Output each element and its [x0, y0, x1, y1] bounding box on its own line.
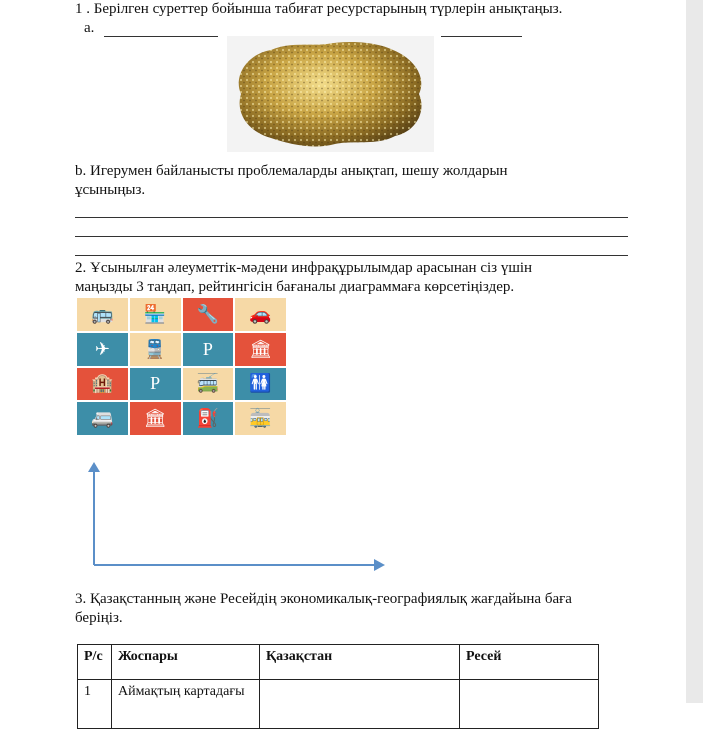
header-plan: Жоспары [112, 645, 260, 680]
question-3-line2: беріңіз. [75, 610, 123, 626]
bus-icon: 🚌 [77, 298, 128, 331]
comparison-table [77, 644, 599, 729]
infrastructure-icon-grid [77, 298, 286, 435]
answer-line-1a-left [104, 36, 218, 37]
tools-icon: 🔧 [183, 298, 234, 331]
fuel-icon: ⛽ [183, 402, 234, 435]
train-icon: 🚆 [130, 333, 181, 366]
header-kazakhstan: Қазақстан [260, 645, 460, 680]
y-axis-arrow [88, 462, 100, 472]
header-russia: Ресей [460, 645, 599, 680]
empty-chart-axes [84, 460, 389, 575]
museum-icon: 🏛 [130, 402, 181, 435]
header-number: Р/с [78, 645, 112, 680]
van-icon: 🚐 [77, 402, 128, 435]
table-header-row [78, 645, 599, 680]
cell-kazakhstan[interactable] [260, 680, 460, 729]
airplane-icon: ✈ [77, 333, 128, 366]
answer-line-1b-2 [75, 236, 628, 237]
car-icon: 🚗 [235, 298, 286, 331]
trolleybus-icon: 🚎 [183, 368, 234, 401]
bike-parking-icon: P [130, 368, 181, 401]
cell-number: 1 [78, 680, 112, 729]
page-edge [686, 0, 703, 703]
question-1a-label: a. [84, 20, 95, 36]
question-1-title: 1 . Берілген суреттер бойынша табиғат ресурстарының түрлерін анықтаңыз. [75, 1, 563, 17]
question-1b-line1: b. Игерумен байланысты проблемаларды анықтап, шешу жолдарын [75, 163, 508, 179]
restroom-icon: 🚻 [235, 368, 286, 401]
gold-nugget-image [227, 36, 434, 152]
cell-plan: Аймақтың картадағы [112, 680, 260, 729]
tram-icon: 🚋 [235, 402, 286, 435]
question-3-line1: 3. Қазақстанның және Ресейдің экономикалық-географиялық жағдайына баға [75, 591, 572, 607]
table-row [78, 680, 599, 729]
answer-line-1b-3 [75, 255, 628, 256]
parking-icon: P [183, 333, 234, 366]
hotel-icon: 🏨 [77, 368, 128, 401]
question-2-line2: маңызды 3 таңдап, рейтингісін бағаналы диаграммаға көрсетіңіздер. [75, 279, 515, 295]
answer-line-1a-right [441, 36, 522, 37]
question-1b-line2: ұсыныңыз. [75, 182, 146, 198]
cell-russia[interactable] [460, 680, 599, 729]
x-axis-arrow [374, 559, 385, 571]
answer-line-1b-1 [75, 217, 628, 218]
question-2-line1: 2. Ұсынылған әлеуметтік-мәдени инфрақұрылымдар арасынан сіз үшін [75, 260, 533, 276]
station-icon: 🏛 [235, 333, 286, 366]
shop-icon: 🏪 [130, 298, 181, 331]
